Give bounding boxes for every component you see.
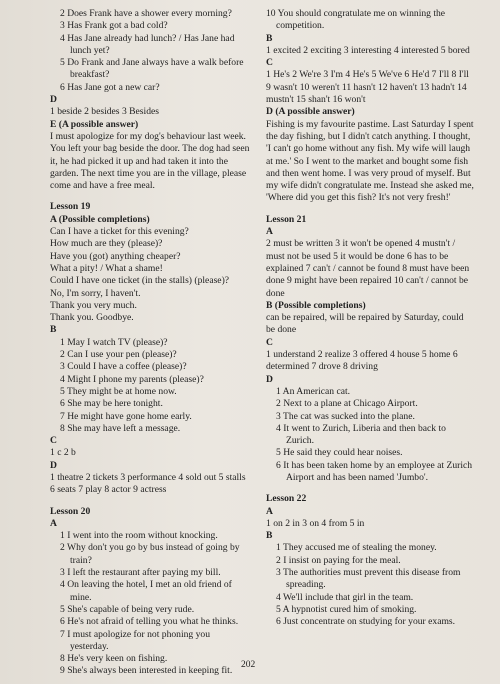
- answer-text: 1 theatre 2 tickets 3 performance 4 sold out 5 stalls 6 seats 7 play 8 actor 9 actress: [50, 471, 246, 496]
- section-heading: B: [266, 32, 273, 44]
- answer-text: 1 c 2 b: [50, 447, 76, 459]
- list-item: Thank you. Goodbye.: [50, 312, 134, 324]
- answer-paragraph: Fishing is my favourite pastime. Last Saturday I spent the day fishing, but I didn't catch anything. I thought, 'I can't go home without any fish. My wife will laugh at me.' So I went to the market and bought some fish and then went home. I was very proud of myself. But my wife didn't congratulate me. Instead she asked me, 'Where did you get this fish? It's not very fresh!': [266, 118, 474, 204]
- lesson-title: Lesson 21: [266, 213, 307, 225]
- list-item: 8 He's very keen on fishing.: [60, 653, 168, 665]
- list-item: Have you (got) anything cheaper?: [50, 250, 181, 262]
- answer-paragraph: I must apologize for my dog's behaviour last week. You left your bag beside the door. The dog had seen it, he had picked it up and had taken it into the garden. The next time you are in the village, please come and have a free meal.: [50, 130, 250, 192]
- answer-text: 1 excited 2 exciting 3 interesting 4 interested 5 bored: [266, 44, 470, 56]
- section-heading: A: [266, 226, 273, 238]
- section-heading: C: [266, 336, 273, 348]
- answer-text: 2 must be written 3 it won't be opened 4 mustn't / must not be used 5 it would be done 6 has to be explained 7 can't / cannot be found 8 must have been done 9 might have been repaired 10 can't / cannot be done: [266, 238, 470, 299]
- answer-text: 1 on 2 in 3 on 4 from 5 in: [266, 517, 365, 529]
- list-item: 6 She may be here tonight.: [60, 398, 163, 410]
- section-heading: D (A possible answer): [266, 106, 355, 118]
- answer-text: 1 understand 2 realize 3 offered 4 house 5 home 6 determined 7 drove 8 driving: [266, 349, 458, 373]
- answer-text: can be repaired, will be repaired by Saturday, could be done: [266, 312, 464, 336]
- lesson-title: Lesson 19: [50, 201, 91, 213]
- list-item: 3 The cat was sucked into the plane.: [276, 410, 415, 422]
- list-item: 4 Might I phone my parents (please)?: [60, 373, 204, 385]
- page-number: 202: [241, 660, 256, 670]
- section-heading: B: [50, 324, 57, 336]
- list-item: 6 Just concentrate on studying for your exams.: [276, 616, 456, 628]
- list-item: 7 He might have gone home early.: [60, 410, 192, 422]
- section-heading: C: [50, 435, 57, 447]
- list-item: 5 A hypnotist cured him of smoking.: [276, 603, 417, 615]
- list-item: 4 It went to Zurich, Liberia and then back to Zurich.: [276, 422, 446, 447]
- list-item: Could I have one ticket (in the stalls) (please)?: [50, 275, 230, 287]
- section-heading: A: [50, 517, 57, 529]
- section-heading: D: [50, 459, 57, 471]
- section-heading: C: [266, 57, 273, 69]
- list-item: 4 On leaving the hotel, I met an old friend of mine.: [60, 579, 232, 603]
- list-item: Thank you very much.: [50, 299, 137, 311]
- section-heading: A (Possible completions): [50, 213, 150, 225]
- list-item: 6 He's not afraid of telling you what he thinks.: [60, 616, 239, 628]
- list-item: How much are they (please)?: [50, 238, 163, 250]
- list-item: 1 An American cat.: [276, 385, 351, 397]
- section-heading: D: [50, 94, 57, 106]
- section-heading: B: [266, 530, 273, 542]
- list-item: No, I'm sorry, I haven't.: [50, 287, 141, 299]
- list-item: 2 Next to a plane at Chicago Airport.: [276, 398, 418, 410]
- list-item: 3 Could I have a coffee (please)?: [60, 361, 187, 373]
- list-item: 4 Has Jane already had lunch? / Has Jane had lunch yet?: [60, 32, 235, 56]
- list-item: 7 I must apologize for not phoning you yesterday.: [60, 628, 211, 652]
- right-column: [266, 8, 474, 629]
- list-item: 5 She's capable of being very rude.: [60, 603, 195, 615]
- list-item: 3 The authorities must prevent this disease from spreading.: [276, 567, 461, 591]
- list-item: 1 I went into the room without knocking.: [60, 530, 218, 542]
- left-column: [50, 8, 250, 678]
- list-item: 6 Has Jane got a new car?: [60, 81, 160, 93]
- lesson-title: Lesson 20: [50, 505, 91, 517]
- list-item: 2 Can I use your pen (please)?: [60, 349, 177, 361]
- list-item: 2 Does Frank have a shower every morning?: [60, 8, 232, 19]
- list-item: 2 I insist on paying for the meal.: [276, 554, 401, 566]
- section-heading: D: [266, 373, 273, 385]
- section-heading: E (A possible answer): [50, 118, 139, 130]
- list-item: 1 They accused me of stealing the money.: [276, 542, 437, 554]
- list-item: What a pity! / What a shame!: [50, 262, 163, 274]
- answer-text: 1 beside 2 besides 3 Besides: [50, 106, 159, 118]
- section-heading: B (Possible completions): [266, 299, 366, 311]
- list-item: 2 Why don't you go by bus instead of going by train?: [60, 542, 240, 566]
- answer-text: 1 He's 2 We're 3 I'm 4 He's 5 We've 6 He'd 7 I'll 8 I'll 9 wasn't 10 weren't 11 hasn't 12 haven't 13 hadn't 14 mustn't 15 shan't 16 won't: [266, 69, 469, 106]
- list-item: 5 Do Frank and Jane always have a walk before breakfast?: [60, 57, 244, 81]
- list-item: 6 It has been taken home by an employee at Zurich Airport and has been named 'Jumbo'.: [276, 459, 473, 483]
- list-item: 3 I left the restaurant after paying my bill.: [60, 567, 221, 579]
- list-item: 10 You should congratulate me on winning the competition.: [266, 8, 446, 32]
- section-heading: A: [266, 505, 273, 517]
- list-item: 9 She's always been interested in keeping fit.: [60, 665, 233, 677]
- list-item: 5 They might be at home now.: [60, 385, 177, 397]
- list-item: 3 Has Frank got a bad cold?: [60, 20, 168, 32]
- list-item: 4 We'll include that girl in the team.: [276, 591, 414, 603]
- lesson-title: Lesson 22: [266, 493, 307, 505]
- list-item: Can I have a ticket for this evening?: [50, 226, 189, 238]
- list-item: 8 She may have left a message.: [60, 422, 181, 434]
- list-item: 5 He said they could hear noises.: [276, 447, 403, 459]
- list-item: 1 May I watch TV (please)?: [60, 336, 168, 348]
